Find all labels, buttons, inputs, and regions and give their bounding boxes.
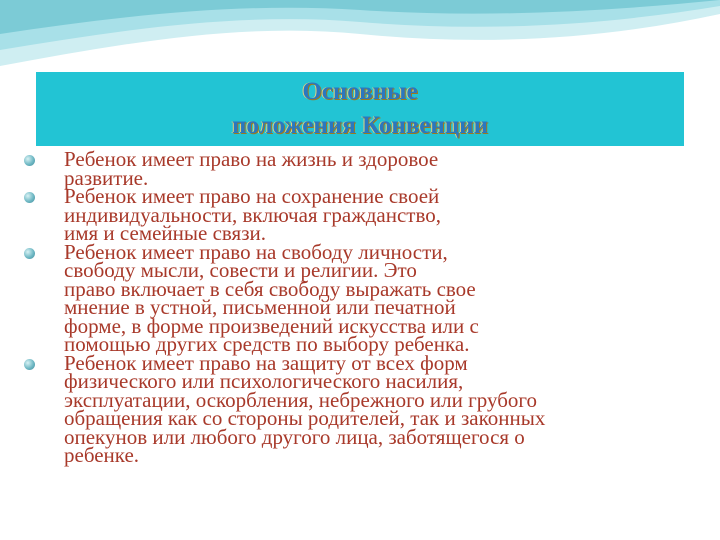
bullet-text-line: помощью других средств по выбору ребенка. [64,332,470,356]
bullet-text-line: обращения как со стороны родителей, так и законных [64,406,546,430]
bullet-text-line: мнение в устной, письменной или печатной [64,295,456,319]
title-banner [36,72,684,146]
bullet-item [20,239,700,356]
bullet-text-line: форме, в форме произведений искусства или с [64,313,479,338]
bullet-text-line: Ребенок имеет право на защиту от всех форм [64,350,468,375]
bullet-text-line: имя и семейные связи. [64,221,266,245]
top-wave-decoration [0,0,720,80]
bullet-dot-icon [24,248,35,259]
bullet-text-line: индивидуальности, включая гражданство, [64,202,442,227]
bullet-list [20,147,700,467]
bullet-text-line: эксплуатации, оскорбления, небрежного или грубого [64,387,537,412]
bullet-text-line: право включает в себя свободу выражать свое [64,276,476,301]
bullet-text-line: физического или психологического насилия, [64,369,464,393]
bullet-dot-icon [24,192,35,203]
bullet-text-line: Ребенок имеет право на свободу личности, [64,239,448,264]
bullet-item [20,350,700,467]
bullet-item [20,184,700,245]
bullet-text-line: Ребенок имеет право на сохранение своей [64,184,440,208]
bullet-item [20,147,700,190]
bullet-text-line: Ребенок имеет право на жизнь и здоровое [64,147,439,171]
page-title-line-2: положения Конвенции [232,112,488,139]
bullet-text-line: опекунов или любого другого лица, заботящегося о [64,424,525,449]
bullet-dot-icon [24,359,35,370]
bullet-text-line: свободу мысли, совести и религии. Это [64,258,417,282]
bullet-text-line: ребенке. [64,443,140,467]
page-title-line-1: Основные [302,78,418,105]
bullet-text-line: развитие. [64,165,149,190]
bullet-dot-icon [24,155,35,166]
